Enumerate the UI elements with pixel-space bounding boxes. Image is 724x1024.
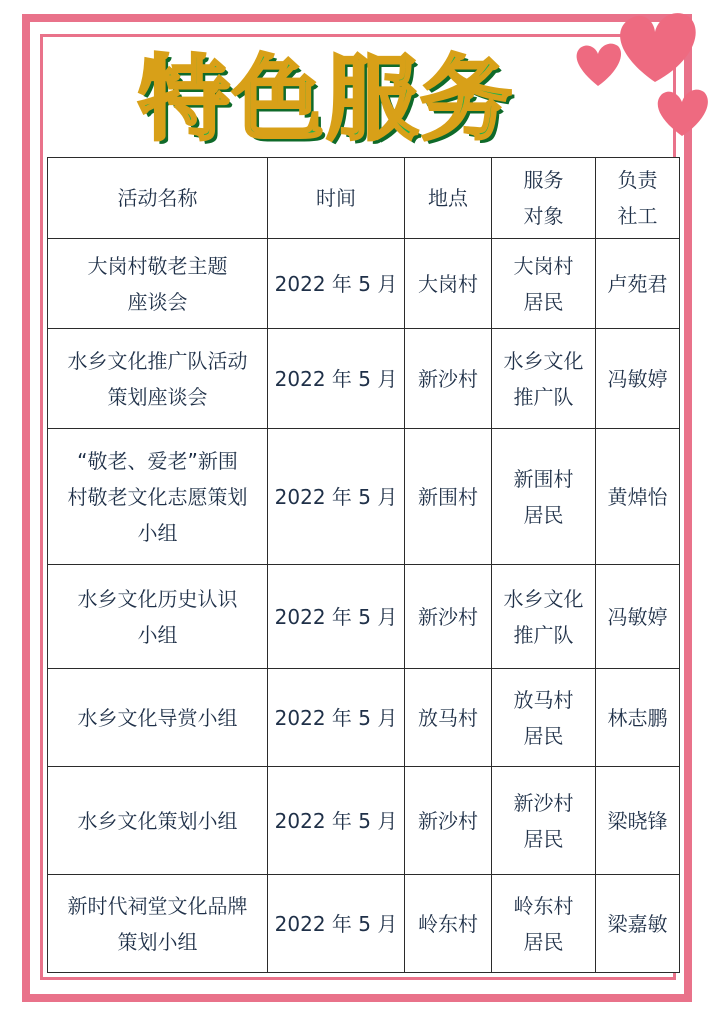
- target-cell: [492, 239, 596, 329]
- place-cell: 新沙村: [405, 329, 492, 429]
- activity-line: 策划小组: [117, 929, 198, 954]
- activity-cell: [48, 767, 268, 875]
- table-row: [48, 429, 680, 565]
- heart-icon-medium: [577, 44, 621, 86]
- header-target-line: 对象: [523, 204, 564, 228]
- table-row: [48, 669, 680, 767]
- worker-cell: 冯敏婷: [596, 329, 680, 429]
- place-cell: 岭东村: [405, 875, 492, 973]
- activity-line: 村敬老文化志愿策划: [67, 484, 248, 509]
- table-row: [48, 329, 680, 429]
- target-line: 居民: [523, 929, 564, 954]
- table-row: [48, 875, 680, 973]
- target-line: 居民: [523, 723, 564, 748]
- activity-line: 大岗村敬老主题: [87, 253, 228, 278]
- table-header-row: [48, 158, 680, 239]
- time-cell: 2022 年 5 月: [268, 429, 405, 565]
- activity-line: 水乡文化推广队活动: [67, 348, 248, 373]
- activity-line: “敬老、爱老”新围: [77, 448, 238, 473]
- activity-cell: [48, 669, 268, 767]
- heart-icon-small: [658, 90, 708, 136]
- worker-cell: 林志鹏: [596, 669, 680, 767]
- table-row: [48, 767, 680, 875]
- activity-cell: [48, 429, 268, 565]
- place-cell: 新沙村: [405, 565, 492, 669]
- header-target: [492, 158, 596, 239]
- header-time: 时间: [268, 158, 405, 239]
- services-table: [47, 157, 680, 973]
- target-cell: [492, 429, 596, 565]
- time-cell: 2022 年 5 月: [268, 329, 405, 429]
- target-line: 水乡文化: [503, 348, 584, 373]
- target-line: 新围村: [513, 466, 574, 491]
- target-line: 岭东村: [513, 893, 574, 918]
- worker-cell: 黄焯怡: [596, 429, 680, 565]
- worker-cell: 梁嘉敏: [596, 875, 680, 973]
- target-line: 水乡文化: [503, 586, 584, 611]
- time-cell: 2022 年 5 月: [268, 767, 405, 875]
- target-cell: [492, 329, 596, 429]
- target-line: 居民: [523, 826, 564, 851]
- place-cell: 新围村: [405, 429, 492, 565]
- activity-line: 策划座谈会: [107, 384, 208, 409]
- activity-line: 水乡文化导赏小组: [77, 705, 238, 730]
- target-line: 新沙村: [513, 790, 574, 815]
- activity-line: 座谈会: [127, 289, 188, 314]
- time-cell: 2022 年 5 月: [268, 669, 405, 767]
- heart-icon-large: [620, 13, 696, 82]
- page-title: 特色服务: [138, 46, 515, 153]
- activity-line: 水乡文化历史认识: [77, 586, 238, 611]
- target-line: 居民: [523, 502, 564, 527]
- hearts-decoration: [560, 0, 724, 150]
- header-activity: 活动名称: [48, 158, 268, 239]
- activity-cell: [48, 329, 268, 429]
- target-line: 放马村: [513, 687, 574, 712]
- target-line: 居民: [523, 289, 564, 314]
- header-target-line: 服务: [523, 168, 564, 192]
- target-cell: [492, 875, 596, 973]
- time-cell: 2022 年 5 月: [268, 239, 405, 329]
- activity-line: 水乡文化策划小组: [77, 808, 238, 833]
- header-worker-line: 社工: [617, 204, 658, 228]
- table-row: [48, 565, 680, 669]
- time-cell: 2022 年 5 月: [268, 875, 405, 973]
- target-cell: [492, 669, 596, 767]
- target-cell: [492, 565, 596, 669]
- header-worker: [596, 158, 680, 239]
- target-line: 推广队: [513, 384, 574, 409]
- target-line: 推广队: [513, 622, 574, 647]
- activity-line: 小组: [137, 622, 178, 647]
- worker-cell: 梁晓锋: [596, 767, 680, 875]
- activity-cell: [48, 565, 268, 669]
- target-cell: [492, 767, 596, 875]
- activity-cell: [48, 239, 268, 329]
- activity-line: 小组: [137, 520, 178, 545]
- activity-cell: [48, 875, 268, 973]
- place-cell: 大岗村: [405, 239, 492, 329]
- header-worker-line: 负责: [617, 168, 658, 192]
- place-cell: 新沙村: [405, 767, 492, 875]
- worker-cell: 冯敏婷: [596, 565, 680, 669]
- worker-cell: 卢苑君: [596, 239, 680, 329]
- place-cell: 放马村: [405, 669, 492, 767]
- header-place: 地点: [405, 158, 492, 239]
- target-line: 大岗村: [513, 253, 574, 278]
- activity-line: 新时代祠堂文化品牌: [67, 893, 248, 918]
- table-row: [48, 239, 680, 329]
- time-cell: 2022 年 5 月: [268, 565, 405, 669]
